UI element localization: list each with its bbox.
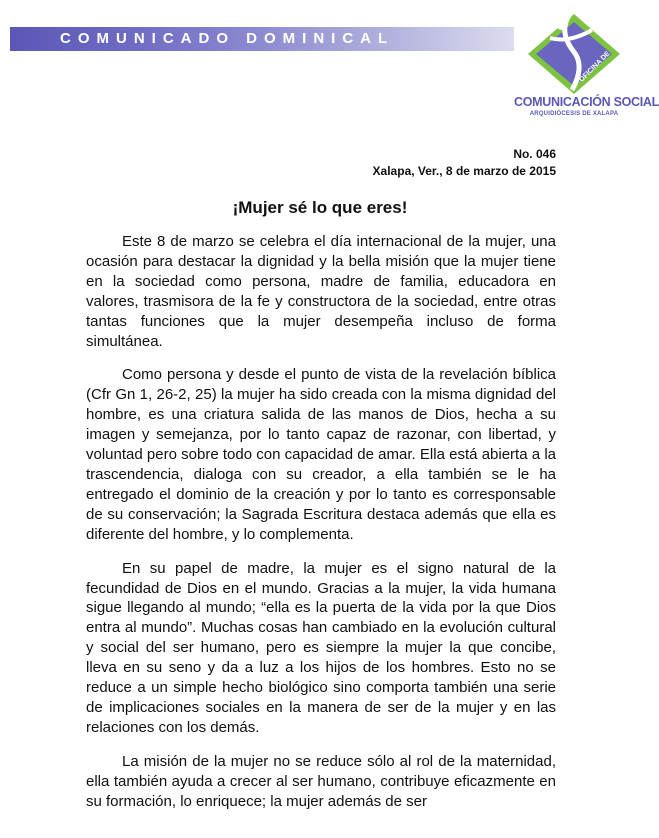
paragraph: Este 8 de marzo se celebra el día internacional de la mujer, una ocasión para destacar la dignidad y la bella misión que la mujer tiene en la sociedad como persona, madre de familia, educadora en valores, trasmisora de la fe y constructora de la sociedad, entre otras tantas funciones que la mujer desempeña incluso de forma simultánea. bbox=[86, 233, 556, 350]
document-place-date: Xalapa, Ver., 8 de marzo de 2015 bbox=[372, 164, 556, 178]
document-number: No. 046 bbox=[513, 147, 556, 161]
logo-subtitle: ARQUIDIÓCESIS DE XALAPA bbox=[529, 111, 619, 117]
logo-badge-text: OFICINA DE bbox=[578, 50, 612, 84]
paragraph: Como persona y desde el punto de vista de la revelación bíblica (Cfr Gn 1, 26-2, 25) la mujer ha sido creada con la misma dignidad del hombre, es una criatura salida de las manos de Dios, hecha a su imagen y semejanza, por lo tanto capaz de razonar, con libertad, y voluntad pero sobre todo con capacidad de amar. Ella está abierta a la trascendencia, dialoga con su creador, a ella también se le ha entregado el dominio de la creación y por lo tanto es corresponsable de su conservación; la Sagrada Escritura destaca además que ella es diferente del hombre, y lo complementa. bbox=[86, 366, 556, 543]
paragraph: La misión de la mujer no se reduce sólo al rol de la maternidad, ella también ayuda a crecer al ser humano, contribuye eficazmente en su formación, lo enriquece; la mujer además de ser bbox=[86, 752, 556, 810]
logo-emblem-icon bbox=[520, 8, 628, 94]
communication-office-logo bbox=[514, 8, 659, 123]
paragraph: En su papel de madre, la mujer es el signo natural de la fecundidad de Dios en el mundo. Gracias a la mujer, la vida humana sigue llegando al mundo; “ella es la puerta de la vida por la que Dios entra al mundo”. Muchas cosas han cambiado en la evolución cultural y social del ser humano, pero es siempre la mujer la que concibe, lleva en su seno y da a luz a los hijos de los hombres. Esto no se reduce a un simple hecho biológico sino comporta también una serie de implicaciones sociales en la manera de ser de la mujer y en las relaciones con los demás. bbox=[86, 559, 556, 736]
document-body bbox=[86, 232, 556, 825]
document-title: ¡Mujer sé lo que eres! bbox=[232, 198, 408, 217]
banner-title: COMUNICADO DOMINICAL bbox=[60, 30, 395, 47]
logo-title: COMUNICACIÓN SOCIAL bbox=[514, 95, 659, 109]
header-banner bbox=[10, 27, 514, 51]
